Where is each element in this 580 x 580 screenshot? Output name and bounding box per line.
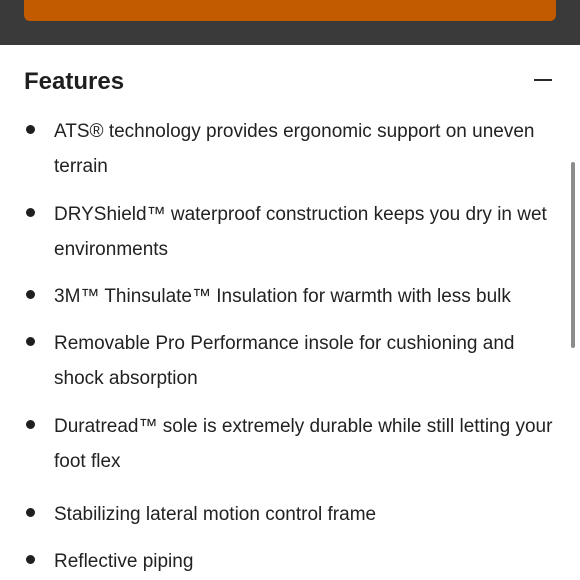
feature-text: Reflective piping <box>54 551 194 572</box>
top-bar <box>0 0 580 45</box>
feature-text: Stabilizing lateral motion control frame <box>54 504 377 525</box>
add-to-cart-button[interactable] <box>24 0 556 21</box>
bullet-icon <box>26 125 35 134</box>
feature-text: Removable Pro Performance insole for cushioning and shock absorption <box>54 333 515 389</box>
feature-text: Duratread™ sole is extremely durable while still letting your foot flex <box>54 416 553 472</box>
feature-text: ATS® technology provides ergonomic support on uneven terrain <box>54 121 535 177</box>
feature-text: 3M™ Thinsulate™ Insulation for warmth with less bulk <box>54 286 511 307</box>
bullet-icon <box>26 337 35 346</box>
scrollbar[interactable] <box>571 162 575 348</box>
section-title: Features <box>24 68 125 95</box>
bullet-icon <box>26 420 35 429</box>
minus-icon <box>534 79 552 81</box>
bullet-icon <box>26 208 35 217</box>
feature-text: DRYShield™ waterproof construction keeps you dry in wet environments <box>54 204 547 260</box>
collapse-toggle[interactable] <box>530 68 556 94</box>
bullet-icon <box>26 555 35 564</box>
bullet-icon <box>26 508 35 517</box>
features-header[interactable] <box>24 60 558 104</box>
bullet-icon <box>26 290 35 299</box>
